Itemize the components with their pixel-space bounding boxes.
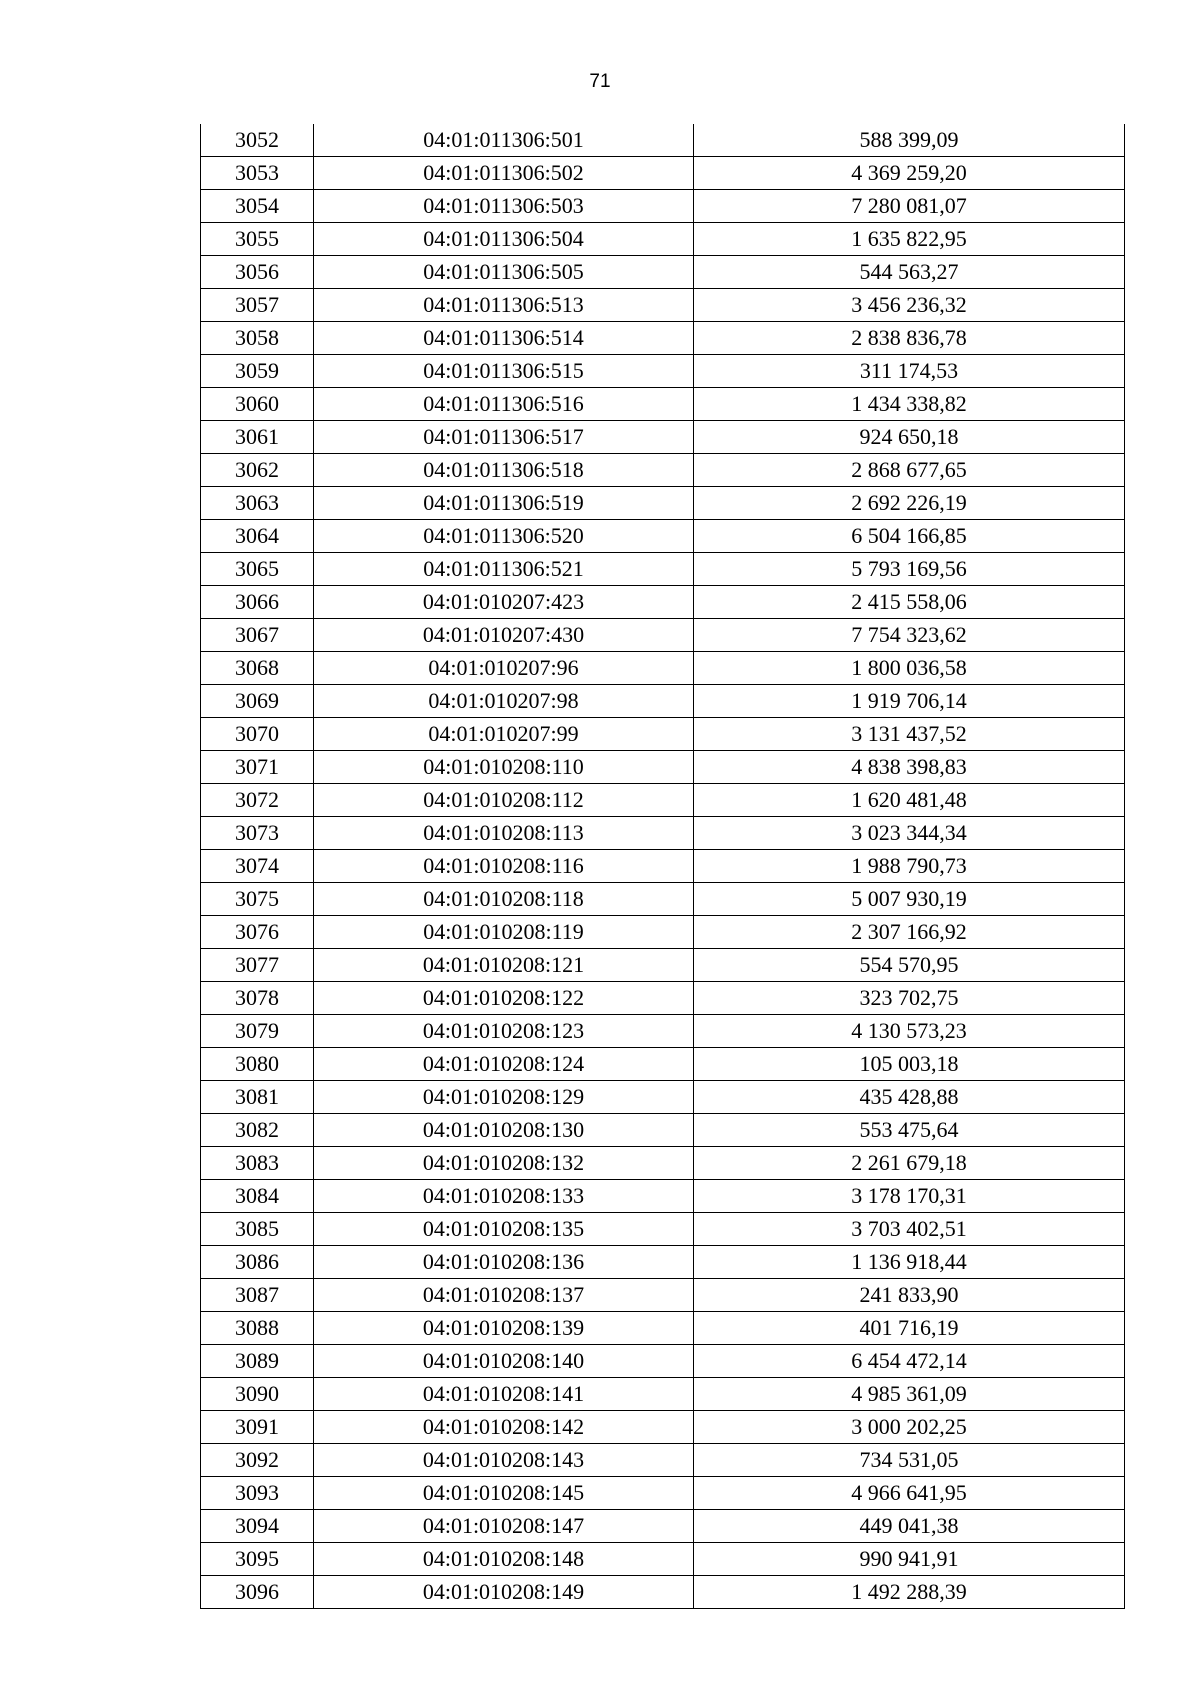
table-row <box>201 322 1125 355</box>
value-cell: 1 434 338,82 <box>694 388 1125 421</box>
row-number-cell: 3084 <box>201 1180 314 1213</box>
value-cell: 1 635 822,95 <box>694 223 1125 256</box>
value-cell: 554 570,95 <box>694 949 1125 982</box>
table-row <box>201 586 1125 619</box>
value-cell: 544 563,27 <box>694 256 1125 289</box>
row-number-cell: 3064 <box>201 520 314 553</box>
cadastral-number-cell: 04:01:011306:513 <box>314 289 694 322</box>
cadastral-number-cell: 04:01:010207:423 <box>314 586 694 619</box>
cadastral-number-cell: 04:01:010208:132 <box>314 1147 694 1180</box>
value-cell: 1 620 481,48 <box>694 784 1125 817</box>
cadastral-number-cell: 04:01:011306:502 <box>314 157 694 190</box>
table-row <box>201 1576 1125 1609</box>
value-cell: 2 415 558,06 <box>694 586 1125 619</box>
cadastral-number-cell: 04:01:010208:143 <box>314 1444 694 1477</box>
value-cell: 2 692 226,19 <box>694 487 1125 520</box>
value-cell: 924 650,18 <box>694 421 1125 454</box>
row-number-cell: 3060 <box>201 388 314 421</box>
row-number-cell: 3072 <box>201 784 314 817</box>
table-row <box>201 751 1125 784</box>
row-number-cell: 3083 <box>201 1147 314 1180</box>
row-number-cell: 3066 <box>201 586 314 619</box>
value-cell: 3 131 437,52 <box>694 718 1125 751</box>
table-row <box>201 784 1125 817</box>
table-row <box>201 223 1125 256</box>
cadastral-number-cell: 04:01:010208:113 <box>314 817 694 850</box>
row-number-cell: 3090 <box>201 1378 314 1411</box>
value-cell: 105 003,18 <box>694 1048 1125 1081</box>
table-row <box>201 520 1125 553</box>
cadastral-number-cell: 04:01:010208:122 <box>314 982 694 1015</box>
cadastral-value-table <box>200 124 1125 1609</box>
value-cell: 1 919 706,14 <box>694 685 1125 718</box>
row-number-cell: 3095 <box>201 1543 314 1576</box>
row-number-cell: 3058 <box>201 322 314 355</box>
table-row <box>201 157 1125 190</box>
row-number-cell: 3062 <box>201 454 314 487</box>
value-cell: 7 754 323,62 <box>694 619 1125 652</box>
row-number-cell: 3080 <box>201 1048 314 1081</box>
row-number-cell: 3076 <box>201 916 314 949</box>
row-number-cell: 3059 <box>201 355 314 388</box>
row-number-cell: 3056 <box>201 256 314 289</box>
cadastral-number-cell: 04:01:011306:504 <box>314 223 694 256</box>
value-cell: 588 399,09 <box>694 124 1125 157</box>
row-number-cell: 3091 <box>201 1411 314 1444</box>
row-number-cell: 3071 <box>201 751 314 784</box>
cadastral-number-cell: 04:01:011306:503 <box>314 190 694 223</box>
table-row <box>201 388 1125 421</box>
cadastral-number-cell: 04:01:011306:515 <box>314 355 694 388</box>
row-number-cell: 3092 <box>201 1444 314 1477</box>
page-number: 71 <box>589 71 611 92</box>
row-number-cell: 3053 <box>201 157 314 190</box>
cadastral-number-cell: 04:01:010208:141 <box>314 1378 694 1411</box>
table-row <box>201 1246 1125 1279</box>
table-row <box>201 1279 1125 1312</box>
row-number-cell: 3085 <box>201 1213 314 1246</box>
cadastral-number-cell: 04:01:010207:96 <box>314 652 694 685</box>
table-row <box>201 718 1125 751</box>
table-row <box>201 190 1125 223</box>
table-row <box>201 256 1125 289</box>
cadastral-number-cell: 04:01:010207:430 <box>314 619 694 652</box>
cadastral-number-cell: 04:01:010208:116 <box>314 850 694 883</box>
row-number-cell: 3063 <box>201 487 314 520</box>
table-row <box>201 289 1125 322</box>
table-row <box>201 1213 1125 1246</box>
value-cell: 4 966 641,95 <box>694 1477 1125 1510</box>
table-row <box>201 1378 1125 1411</box>
row-number-cell: 3057 <box>201 289 314 322</box>
table-row <box>201 916 1125 949</box>
value-cell: 449 041,38 <box>694 1510 1125 1543</box>
row-number-cell: 3089 <box>201 1345 314 1378</box>
value-cell: 3 456 236,32 <box>694 289 1125 322</box>
value-cell: 3 023 344,34 <box>694 817 1125 850</box>
table-row <box>201 850 1125 883</box>
table-row <box>201 949 1125 982</box>
table-row <box>201 1510 1125 1543</box>
cadastral-number-cell: 04:01:010208:121 <box>314 949 694 982</box>
cadastral-number-cell: 04:01:011306:505 <box>314 256 694 289</box>
value-cell: 6 454 472,14 <box>694 1345 1125 1378</box>
cadastral-number-cell: 04:01:010208:139 <box>314 1312 694 1345</box>
row-number-cell: 3065 <box>201 553 314 586</box>
table-row <box>201 355 1125 388</box>
table-row <box>201 817 1125 850</box>
row-number-cell: 3086 <box>201 1246 314 1279</box>
table-row <box>201 1180 1125 1213</box>
value-cell: 5 007 930,19 <box>694 883 1125 916</box>
row-number-cell: 3087 <box>201 1279 314 1312</box>
row-number-cell: 3073 <box>201 817 314 850</box>
row-number-cell: 3077 <box>201 949 314 982</box>
row-number-cell: 3067 <box>201 619 314 652</box>
cadastral-number-cell: 04:01:010208:119 <box>314 916 694 949</box>
value-cell: 241 833,90 <box>694 1279 1125 1312</box>
row-number-cell: 3055 <box>201 223 314 256</box>
value-cell: 2 868 677,65 <box>694 454 1125 487</box>
value-cell: 4 838 398,83 <box>694 751 1125 784</box>
row-number-cell: 3074 <box>201 850 314 883</box>
row-number-cell: 3094 <box>201 1510 314 1543</box>
table-row <box>201 1147 1125 1180</box>
cadastral-number-cell: 04:01:010207:98 <box>314 685 694 718</box>
value-cell: 990 941,91 <box>694 1543 1125 1576</box>
table-row <box>201 883 1125 916</box>
value-cell: 2 307 166,92 <box>694 916 1125 949</box>
row-number-cell: 3078 <box>201 982 314 1015</box>
value-cell: 311 174,53 <box>694 355 1125 388</box>
value-cell: 1 492 288,39 <box>694 1576 1125 1609</box>
value-cell: 1 988 790,73 <box>694 850 1125 883</box>
value-cell: 553 475,64 <box>694 1114 1125 1147</box>
cadastral-number-cell: 04:01:010208:133 <box>314 1180 694 1213</box>
row-number-cell: 3052 <box>201 124 314 157</box>
table-row <box>201 421 1125 454</box>
value-cell: 4 985 361,09 <box>694 1378 1125 1411</box>
cadastral-number-cell: 04:01:011306:517 <box>314 421 694 454</box>
row-number-cell: 3088 <box>201 1312 314 1345</box>
cadastral-number-cell: 04:01:010208:110 <box>314 751 694 784</box>
value-cell: 2 838 836,78 <box>694 322 1125 355</box>
table-row <box>201 553 1125 586</box>
value-cell: 3 000 202,25 <box>694 1411 1125 1444</box>
value-cell: 4 369 259,20 <box>694 157 1125 190</box>
table-row <box>201 1345 1125 1378</box>
value-cell: 6 504 166,85 <box>694 520 1125 553</box>
table-row <box>201 1048 1125 1081</box>
row-number-cell: 3070 <box>201 718 314 751</box>
cadastral-number-cell: 04:01:010208:130 <box>314 1114 694 1147</box>
row-number-cell: 3054 <box>201 190 314 223</box>
cadastral-number-cell: 04:01:011306:519 <box>314 487 694 520</box>
value-cell: 4 130 573,23 <box>694 1015 1125 1048</box>
value-cell: 401 716,19 <box>694 1312 1125 1345</box>
table-row <box>201 1477 1125 1510</box>
cadastral-number-cell: 04:01:010208:149 <box>314 1576 694 1609</box>
cadastral-number-cell: 04:01:010208:148 <box>314 1543 694 1576</box>
table-row <box>201 652 1125 685</box>
cadastral-number-cell: 04:01:010208:142 <box>314 1411 694 1444</box>
value-cell: 7 280 081,07 <box>694 190 1125 223</box>
table-row <box>201 487 1125 520</box>
cadastral-number-cell: 04:01:011306:520 <box>314 520 694 553</box>
row-number-cell: 3079 <box>201 1015 314 1048</box>
cadastral-number-cell: 04:01:010208:135 <box>314 1213 694 1246</box>
cadastral-number-cell: 04:01:010208:140 <box>314 1345 694 1378</box>
table-row <box>201 619 1125 652</box>
value-cell: 2 261 679,18 <box>694 1147 1125 1180</box>
table-row <box>201 454 1125 487</box>
row-number-cell: 3068 <box>201 652 314 685</box>
cadastral-number-cell: 04:01:011306:501 <box>314 124 694 157</box>
cadastral-number-cell: 04:01:010208:136 <box>314 1246 694 1279</box>
cadastral-number-cell: 04:01:011306:521 <box>314 553 694 586</box>
value-cell: 5 793 169,56 <box>694 553 1125 586</box>
cadastral-number-cell: 04:01:010208:145 <box>314 1477 694 1510</box>
row-number-cell: 3061 <box>201 421 314 454</box>
row-number-cell: 3093 <box>201 1477 314 1510</box>
table-row <box>201 1411 1125 1444</box>
cadastral-number-cell: 04:01:010208:118 <box>314 883 694 916</box>
table-row <box>201 685 1125 718</box>
row-number-cell: 3096 <box>201 1576 314 1609</box>
cadastral-number-cell: 04:01:010208:123 <box>314 1015 694 1048</box>
table-body <box>201 124 1125 1609</box>
cadastral-number-cell: 04:01:011306:514 <box>314 322 694 355</box>
table-row <box>201 124 1125 157</box>
row-number-cell: 3075 <box>201 883 314 916</box>
value-cell: 3 703 402,51 <box>694 1213 1125 1246</box>
row-number-cell: 3081 <box>201 1081 314 1114</box>
value-cell: 3 178 170,31 <box>694 1180 1125 1213</box>
cadastral-number-cell: 04:01:010208:112 <box>314 784 694 817</box>
value-cell: 1 800 036,58 <box>694 652 1125 685</box>
value-cell: 734 531,05 <box>694 1444 1125 1477</box>
table-row <box>201 982 1125 1015</box>
table-row <box>201 1543 1125 1576</box>
cadastral-number-cell: 04:01:010208:147 <box>314 1510 694 1543</box>
table-row <box>201 1015 1125 1048</box>
cadastral-number-cell: 04:01:010207:99 <box>314 718 694 751</box>
cadastral-number-cell: 04:01:010208:129 <box>314 1081 694 1114</box>
value-cell: 435 428,88 <box>694 1081 1125 1114</box>
row-number-cell: 3082 <box>201 1114 314 1147</box>
cadastral-number-cell: 04:01:010208:137 <box>314 1279 694 1312</box>
table-row <box>201 1114 1125 1147</box>
cadastral-number-cell: 04:01:011306:516 <box>314 388 694 421</box>
cadastral-number-cell: 04:01:010208:124 <box>314 1048 694 1081</box>
value-cell: 323 702,75 <box>694 982 1125 1015</box>
table-row <box>201 1081 1125 1114</box>
cadastral-number-cell: 04:01:011306:518 <box>314 454 694 487</box>
row-number-cell: 3069 <box>201 685 314 718</box>
table-row <box>201 1312 1125 1345</box>
table-row <box>201 1444 1125 1477</box>
value-cell: 1 136 918,44 <box>694 1246 1125 1279</box>
